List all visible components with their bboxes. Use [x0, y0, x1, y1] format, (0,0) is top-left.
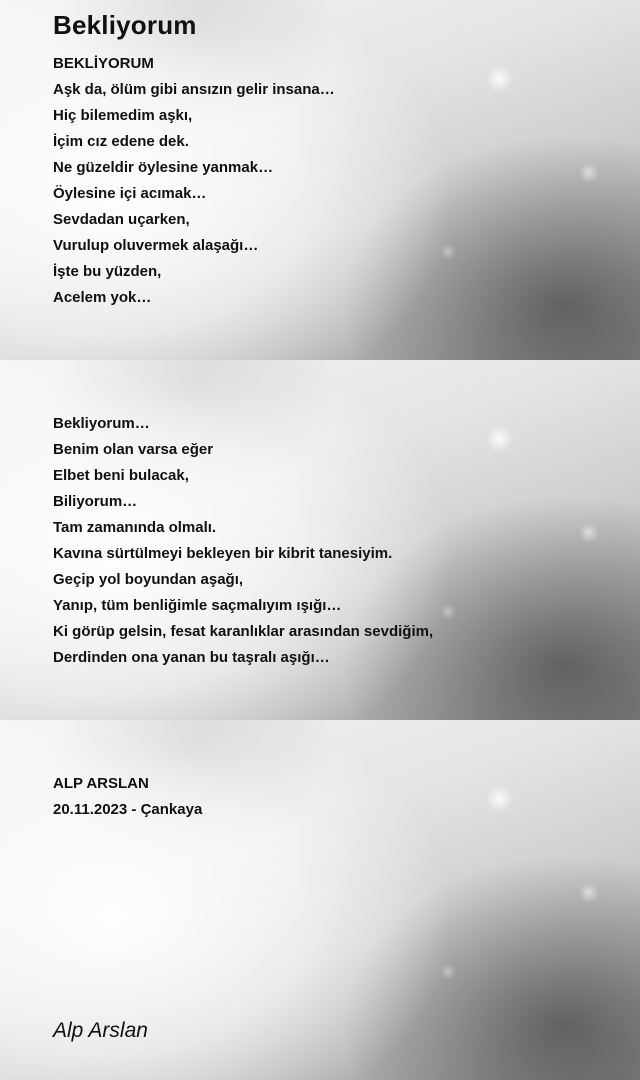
date-place: 20.11.2023 - Çankaya	[53, 801, 203, 818]
poem-line: Benim olan varsa eğer	[53, 441, 214, 458]
stanza-2	[53, 411, 433, 671]
poem-line: Aşk da, ölüm gibi ansızın gelir insana…	[53, 81, 335, 98]
poem-panel-1	[0, 0, 640, 360]
poem-line: İçim cız edene dek.	[53, 133, 189, 150]
poem-line: Vurulup oluvermek alaşağı…	[53, 237, 259, 254]
author-name: ALP ARSLAN	[53, 775, 149, 792]
poem-line: İşte bu yüzden,	[53, 263, 162, 280]
poem-title: Bekliyorum	[53, 10, 197, 40]
poem-panel-2	[0, 360, 640, 720]
author-block	[53, 771, 202, 823]
poem-line: Kavına sürtülmeyi bekleyen bir kibrit tanesiyim.	[53, 545, 393, 562]
poem-line: Öylesine içi acımak…	[53, 185, 207, 202]
poem-line: Ne güzeldir öylesine yanmak…	[53, 159, 274, 176]
poem-line: Derdinden ona yanan bu taşralı aşığı…	[53, 649, 330, 666]
stanza-1	[53, 51, 335, 311]
poem-line: Tam zamanında olmalı.	[53, 519, 217, 536]
poem-line: Acelem yok…	[53, 289, 152, 306]
poem-line: Hiç bilemedim aşkı,	[53, 107, 193, 124]
poem-line: Bekliyorum…	[53, 415, 150, 432]
poem-line: Ki görüp gelsin, fesat karanlıklar arasından sevdiğim,	[53, 623, 434, 640]
signature: Alp Arslan	[53, 1019, 148, 1042]
poem-line: Geçip yol boyundan aşağı,	[53, 571, 244, 588]
poem-line: BEKLİYORUM	[53, 55, 154, 72]
poem-line: Yanıp, tüm benliğimle saçmalıyım ışığı…	[53, 597, 342, 614]
poem-line: Biliyorum…	[53, 493, 138, 510]
poem-panel-3	[0, 720, 640, 1080]
poem-line: Sevdadan uçarken,	[53, 211, 190, 228]
poem-line: Elbet beni bulacak,	[53, 467, 189, 484]
